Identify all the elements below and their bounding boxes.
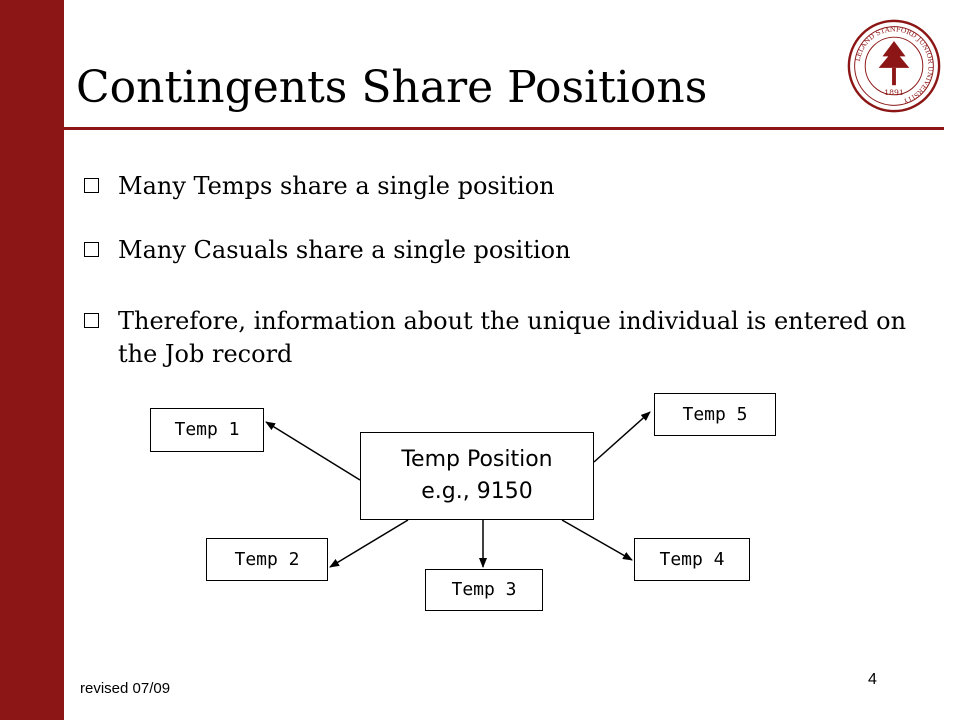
temp-5-box: Temp 5 [654,393,776,436]
square-bullet-icon [84,242,99,257]
title-underline [64,127,944,130]
arrow-to-temp-4 [562,520,632,560]
temp-4-box: Temp 4 [634,538,750,581]
bullet-text: Many Casuals share a single position [118,236,571,264]
square-bullet-icon [84,178,99,193]
temp-position-example: e.g., 9150 [421,479,533,504]
bullet-text: Therefore, information about the unique individual is entered on the Job record [118,307,907,368]
university-seal-logo [846,18,942,114]
svg-text:LELAND STANFORD JUNIOR UNIVERS: LELAND STANFORD JUNIOR UNIVERSITY [853,25,935,106]
temp-position-box [360,432,594,520]
bullet-item [84,305,914,371]
slide-title: Contingents Share Positions [76,62,708,113]
arrow-to-temp-5 [594,412,650,462]
square-bullet-icon [84,313,99,328]
arrow-to-temp-2 [330,520,408,567]
arrow-to-temp-1 [266,422,360,480]
bullet-item [84,170,914,203]
page-number: 4 [868,671,877,688]
temp-position-label: Temp Position [401,447,553,472]
bullet-item [84,234,914,267]
temp-2-box: Temp 2 [206,538,328,581]
left-accent-bar [0,0,64,720]
bullet-text: Many Temps share a single position [118,172,555,200]
temp-3-box: Temp 3 [425,569,543,611]
temp-1-box: Temp 1 [150,408,264,452]
revision-note: revised 07/09 [80,680,171,697]
svg-text:1891: 1891 [884,87,904,97]
